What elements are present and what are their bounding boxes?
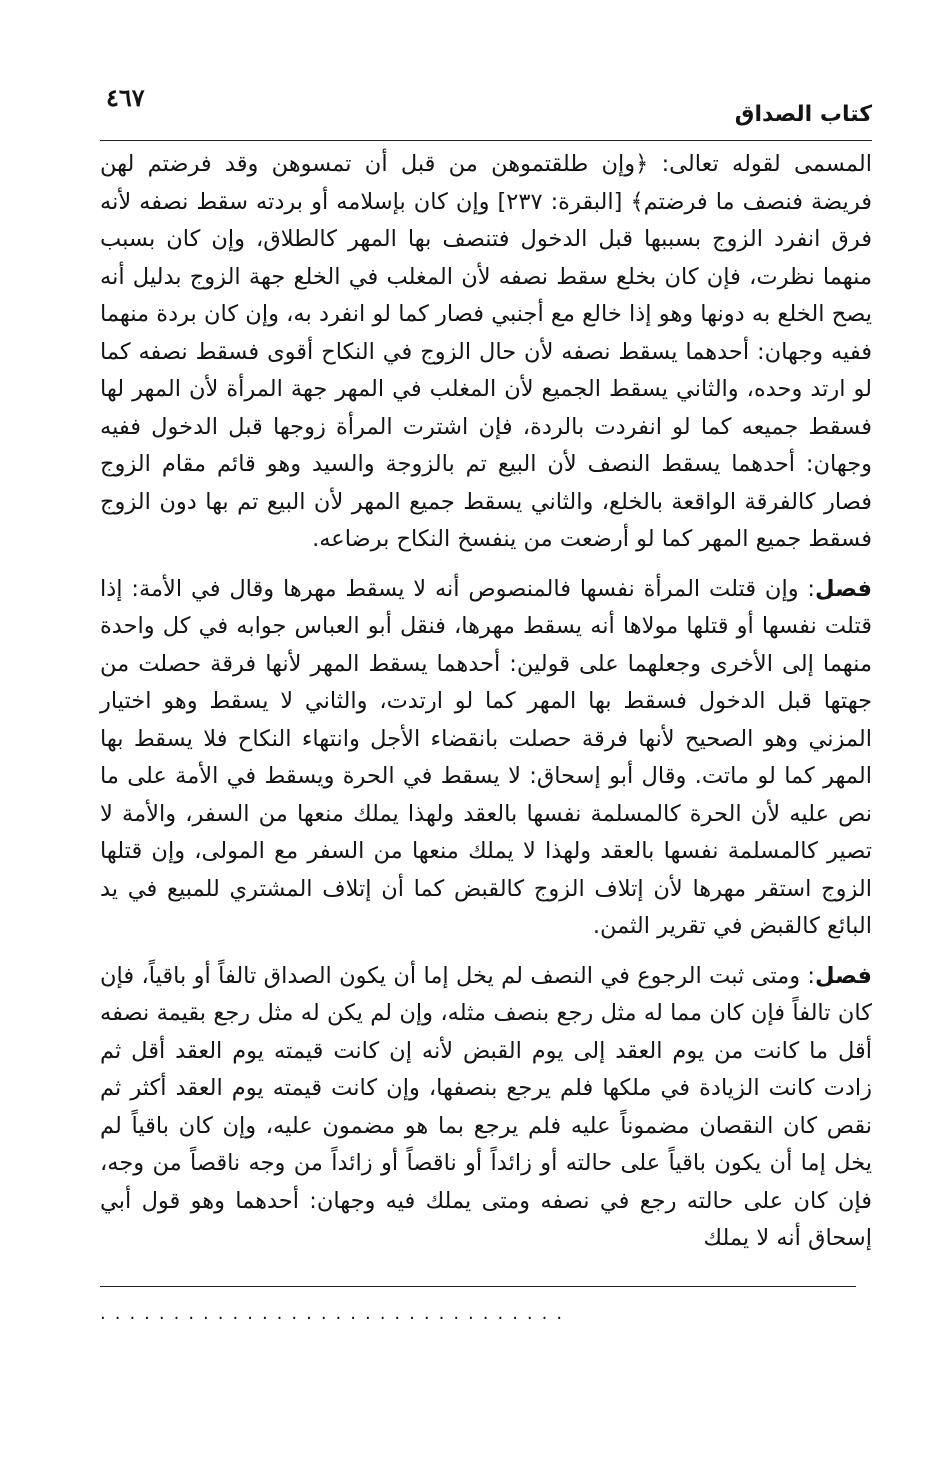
body-text — [100, 146, 872, 1258]
paragraph-text: : ومتى ثبت الرجوع في النصف لم يخل إما أن يكون الصداق تالفاً أو باقياً، فإن كان تالفاً فإن كان مما له مثل رجع بنصف مثله، وإن لم يكن له مثل رجع بقيمة نصفه أقل ما كانت من يوم العقد إلى يوم القبض لأنه إن كانت قيمته يوم العقد أقل ثم زادت كانت الزيادة في ملكها فلم يرجع بنصفها، وإن كانت قيمته يوم العقد أكثر ثم نقص كان النقصان مضموناً عليه فلم يرجع بما هو مضمون عليه، وإن كان باقياً لم يخل إما أن يكون باقياً على حالته أو زائداً أو ناقصاً أو زائداً من وجه ناقصاً من وجه، فإن كان على حالته رجع في نصفه ومتى يملك فيه وجهان: أحدهما وهو قول أبي إسحاق أنه لا يملك — [100, 962, 872, 1251]
page-number: ٤٦٧ — [106, 83, 145, 112]
paragraph-1 — [100, 146, 872, 559]
footnote-dots: ................................ — [100, 1304, 572, 1324]
paragraph-text: المسمى لقوله تعالى: ﴿وإن طلقتموهن من قبل أن تمسوهن وقد فرضتم لهن فريضة فنصف ما فرضتم﴾ [البقرة: ٢٣٧] وإن كان بإسلامه أو بردته سقط نصفه لأنه فرق انفرد الزوج بسببها قبل الدخول فتنصف بها المهر كالطلاق، وإن كان بسبب منهما نظرت، فإن كان بخلع سقط نصفه لأن المغلب في الخلع جهة الزوج بدليل أنه يصح الخلع به دونها وهو إذا خالع مع أجنبي فصار كما لو انفرد به، وإن كان بردة منهما ففيه وجهان: أحدهما يسقط نصفه لأن حال الزوج في النكاح أقوى فسقط نصفه كما لو ارتد وحده، والثاني يسقط الجميع لأن المغلب في المهر جهة المرأة لأن المهر لها فسقط جميعه كما لو انفردت بالردة، فإن اشترت المرأة زوجها قبل الدخول ففيه وجهان: أحدهما يسقط النصف لأن البيع تم بالزوجة والسيد وهو قائم مقام الزوج فصار كالفرقة الواقعة بالخلع، والثاني يسقط جميع المهر لأن البيع تم بها دون الزوج فسقط جميع المهر كما لو أرضعت من ينفسخ النكاح برضاعه. — [100, 151, 872, 552]
running-title: كتاب الصداق — [734, 102, 872, 127]
header-rule — [100, 140, 872, 141]
section-keyword: فصل — [815, 962, 872, 989]
footnote-rule — [100, 1286, 856, 1287]
paragraph-2 — [100, 571, 872, 946]
section-keyword: فصل — [815, 575, 872, 602]
paragraph-text: : وإن قتلت المرأة نفسها فالمنصوص أنه لا يسقط مهرها وقال في الأمة: إذا قتلت نفسها أو قتلها مولاها أنه يسقط مهرها، فنقل أبو العباس جوابه في كل واحدة منهما إلى الأخرى وجعلهما على قولين: أحدهما يسقط المهر لأنها فرقة حصلت من جهتها قبل الدخول فسقط بها المهر كما لو ارتدت، والثاني لا يسقط وهو اختيار المزني وهو الصحيح لأنها فرقة حصلت بانقضاء الأجل وانتهاء النكاح فلا يسقط بها المهر كما لو ماتت. وقال أبو إسحاق: لا يسقط في الحرة ويسقط في الأمة على ما نص عليه لأن الحرة كالمسلمة نفسها بالعقد ولهذا يملك منعها من السفر، والأمة لا تصير كالمسلمة نفسها بالعقد ولهذا لا يملك منعها من السفر مع المولى، وإن قتلها الزوج استقر مهرها لأن إتلاف الزوج كالقبض كما أن إتلاف المشتري للمبيع في يد البائع كالقبض في تقرير الثمن. — [100, 575, 872, 939]
paragraph-3 — [100, 958, 872, 1258]
